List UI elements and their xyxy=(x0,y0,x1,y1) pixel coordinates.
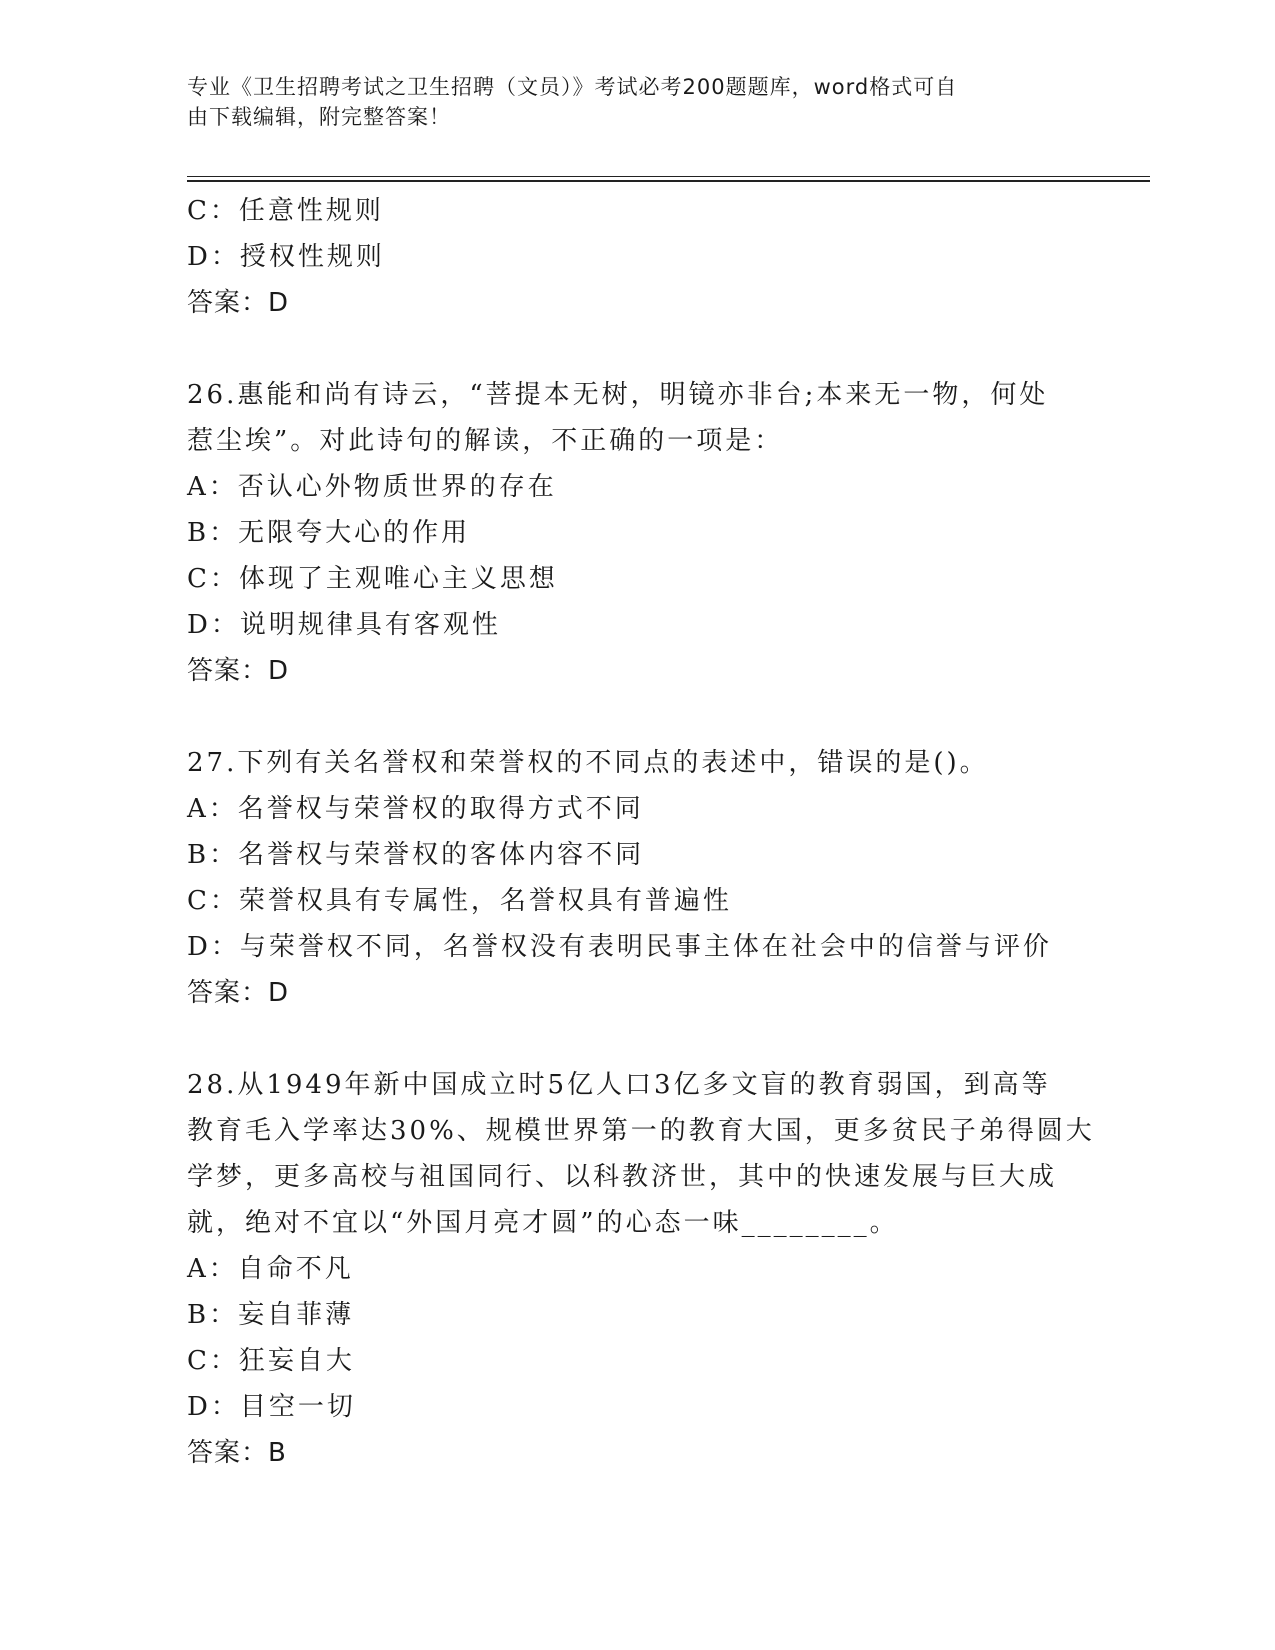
document-header xyxy=(187,72,1067,132)
question-block-25-tail xyxy=(187,188,1087,326)
question-stem: 28.从1949年新中国成立时5亿人口3亿多文盲的教育弱国，到高等 xyxy=(187,1070,1051,1100)
header-line-1: 专业《卫生招聘考试之卫生招聘（文员）》考试必考200题题库，word格式可自 xyxy=(187,75,958,99)
question-block-28 xyxy=(187,1062,1095,1476)
header-divider-thin xyxy=(187,176,1150,177)
answer: 答案：D xyxy=(187,656,290,686)
option-a: A：名誉权与荣誉权的取得方式不同 xyxy=(187,794,644,824)
question-stem: 教育毛入学率达30%、规模世界第一的教育大国，更多贫民子弟得圆大 xyxy=(187,1116,1095,1146)
option-a: A：否认心外物质世界的存在 xyxy=(187,472,557,502)
option-b: B：无限夸大心的作用 xyxy=(187,518,471,548)
option-d: D：授权性规则 xyxy=(187,242,385,272)
option-b: B：妄自菲薄 xyxy=(187,1300,355,1330)
header-line-2: 由下载编辑，附完整答案！ xyxy=(187,105,451,129)
option-c: C：任意性规则 xyxy=(187,196,384,226)
option-c: C：荣誉权具有专属性，名誉权具有普遍性 xyxy=(187,886,732,916)
header-divider-thick xyxy=(187,180,1150,182)
question-stem: 就，绝对不宜以“外国月亮才圆”的心态一味________。 xyxy=(187,1208,899,1238)
question-stem: 27.下列有关名誉权和荣誉权的不同点的表述中，错误的是()。 xyxy=(187,748,989,778)
question-block-27 xyxy=(187,740,1087,1016)
option-d: D：说明规律具有客观性 xyxy=(187,610,501,640)
answer: 答案：D xyxy=(187,978,290,1008)
option-c: C：狂妄自大 xyxy=(187,1346,355,1376)
option-c: C：体现了主观唯心主义思想 xyxy=(187,564,558,594)
question-stem: 惹尘埃”。对此诗句的解读，不正确的一项是： xyxy=(187,426,784,456)
answer: 答案：D xyxy=(187,288,290,318)
option-d: D：目空一切 xyxy=(187,1392,356,1422)
option-a: A：自命不凡 xyxy=(187,1254,354,1284)
question-stem: 26.惠能和尚有诗云，“菩提本无树，明镜亦非台;本来无一物，何处 xyxy=(187,380,1049,410)
option-d: D：与荣誉权不同，名誉权没有表明民事主体在社会中的信誉与评价 xyxy=(187,932,1052,962)
option-b: B：名誉权与荣誉权的客体内容不同 xyxy=(187,840,645,870)
question-list xyxy=(187,188,1095,1476)
question-stem: 学梦，更多高校与祖国同行、以科教济世，其中的快速发展与巨大成 xyxy=(187,1162,1058,1192)
question-block-26 xyxy=(187,372,1087,694)
answer: 答案：B xyxy=(187,1438,287,1468)
